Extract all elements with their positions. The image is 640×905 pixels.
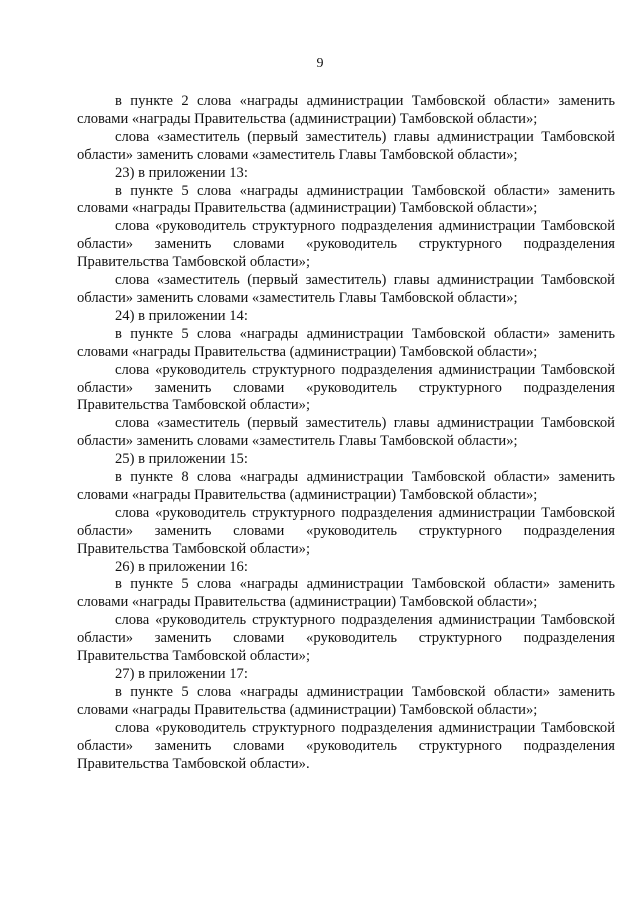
list-item-heading: 24) в приложении 14:	[115, 307, 248, 324]
paragraph: слова «руководитель структурного подразделения администрации Тамбовской области» заменить словами «руководитель структурного подразделения Правительства Тамбовской области».	[77, 719, 615, 772]
list-item-heading: 26) в приложении 16:	[115, 558, 248, 575]
paragraph: в пункте 5 слова «награды администрации Тамбовской области» заменить словами «награды Правительства (администрации) Тамбовской области»;	[77, 325, 615, 360]
list-item-heading: 27) в приложении 17:	[115, 666, 248, 682]
list-item-heading: 25) в приложении 15:	[115, 451, 248, 468]
paragraph: слова «заместитель (первый заместитель) главы администрации Тамбовской области» заменить словами «заместитель Главы Тамбовской области»;	[77, 415, 615, 450]
paragraph: слова «руководитель структурного подразделения администрации Тамбовской области» заменить словами «руководитель структурного подразделения Правительства Тамбовской области»;	[77, 612, 615, 665]
paragraph: в пункте 5 слова «награды администрации Тамбовской области» заменить словами «награды Правительства (администрации) Тамбовской области»;	[77, 576, 615, 611]
page-number: 9	[316, 56, 324, 71]
paragraph: слова «заместитель (первый заместитель) главы администрации Тамбовской области» заменить словами «заместитель Главы Тамбовской области»;	[77, 128, 615, 163]
paragraph: слова «руководитель структурного подразделения администрации Тамбовской области» заменить словами «руководитель структурного подразделения Правительства Тамбовской области»;	[77, 504, 615, 557]
document-body	[77, 93, 615, 773]
paragraph: в пункте 2 слова «награды администрации Тамбовской области» заменить словами «награды Правительства (администрации) Тамбовской области»;	[77, 93, 615, 127]
paragraph: слова «руководитель структурного подразделения администрации Тамбовской области» заменить словами «руководитель структурного подразделения Правительства Тамбовской области»;	[77, 361, 615, 414]
paragraph: в пункте 5 слова «награды администрации Тамбовской области» заменить словами «награды Правительства (администрации) Тамбовской области»;	[77, 182, 615, 217]
paragraph: слова «руководитель структурного подразделения администрации Тамбовской области» заменить словами «руководитель структурного подразделения Правительства Тамбовской области»;	[77, 218, 615, 271]
list-item-heading: 23) в приложении 13:	[115, 164, 248, 181]
paragraph: в пункте 5 слова «награды администрации Тамбовской области» заменить словами «награды Правительства (администрации) Тамбовской области»;	[77, 683, 615, 718]
paragraph: в пункте 8 слова «награды администрации Тамбовской области» заменить словами «награды Правительства (администрации) Тамбовской области»;	[77, 469, 615, 503]
paragraph: слова «заместитель (первый заместитель) главы администрации Тамбовской области» заменить словами «заместитель Главы Тамбовской области»;	[77, 272, 615, 306]
